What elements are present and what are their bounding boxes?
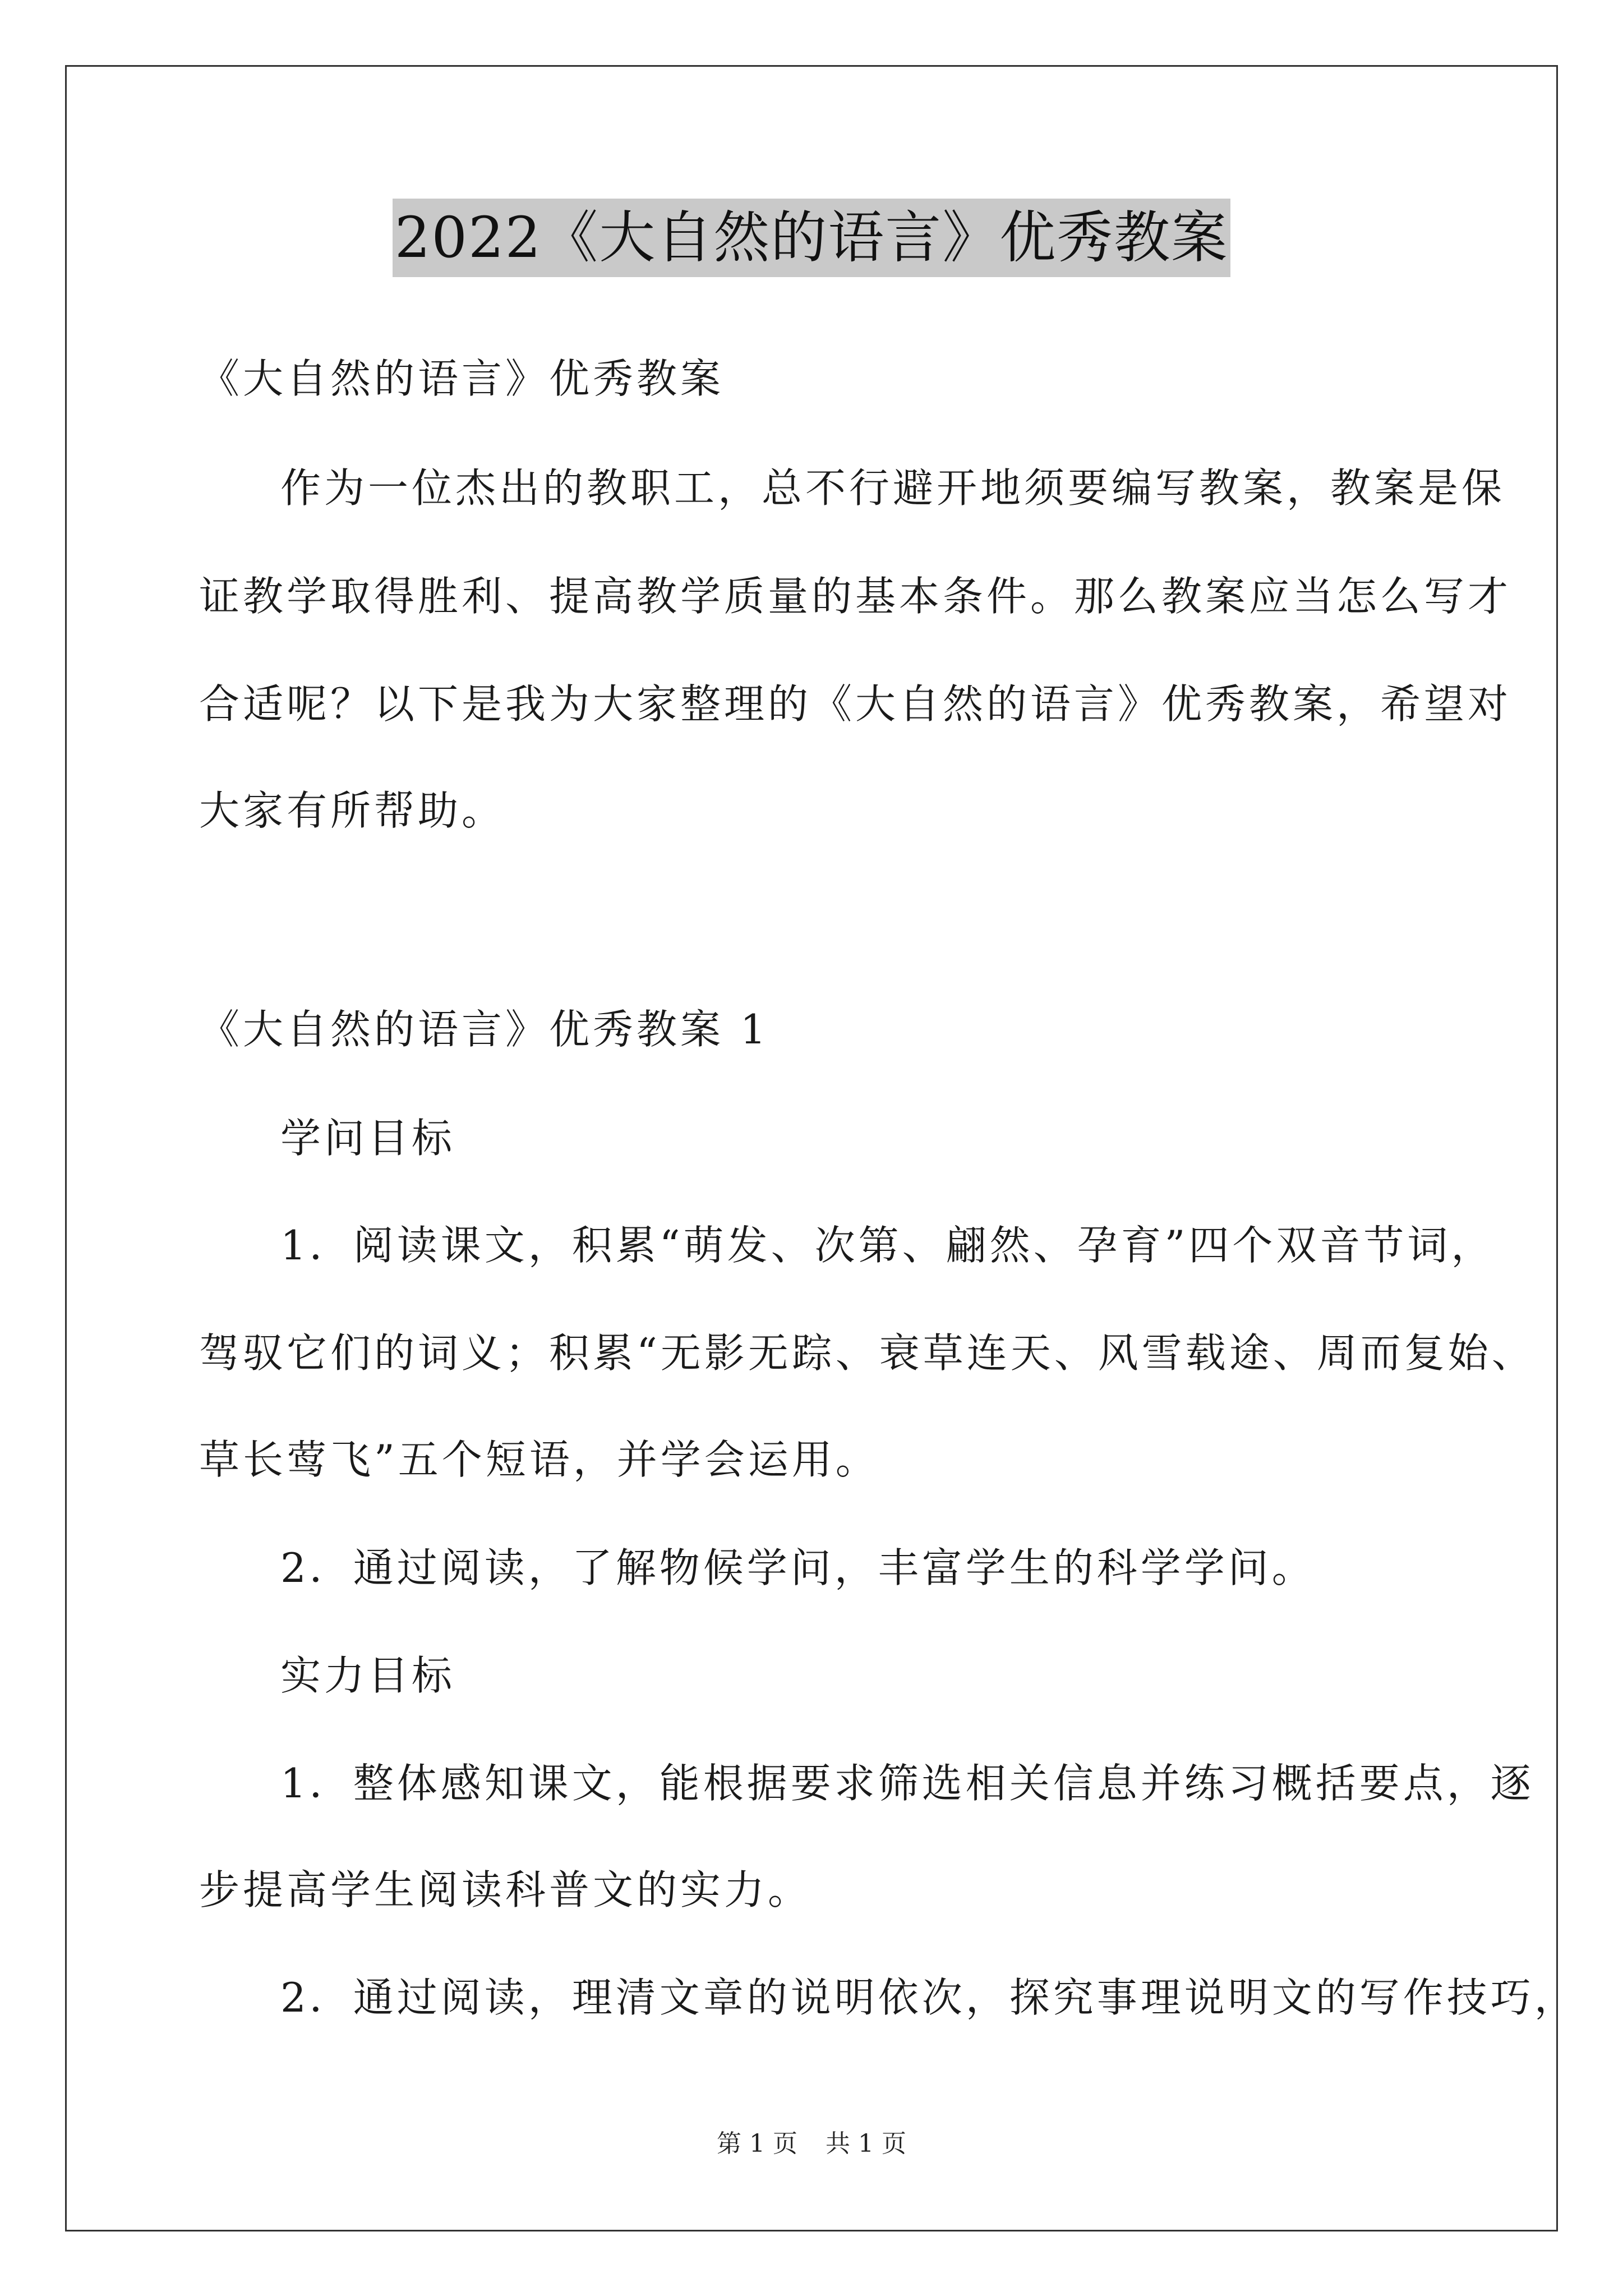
ability-goal-heading: 实力目标: [280, 1652, 456, 1699]
page-footer: [0, 2127, 1623, 2161]
ability-goal-1-line-1: 1．整体感知课文，能根据要求筛选相关信息并练习概括要点，逐: [280, 1760, 1534, 1807]
knowledge-goal-heading: 学问目标: [280, 1115, 456, 1162]
section-heading: 《大自然的语言》优秀教案 1: [199, 1006, 769, 1053]
page-number-current: 第 1 页: [717, 2129, 797, 2158]
intro-line-2: 证教学取得胜利、提高教学质量的基本条件。那么教案应当怎么写才: [199, 573, 1512, 620]
ability-goal-2: 2．通过阅读，理清文章的说明依次，探究事理说明文的写作技巧，: [280, 1974, 1578, 2021]
intro-line-4: 大家有所帮助。: [199, 787, 506, 834]
title-container: [0, 199, 1623, 277]
knowledge-goal-1-line-3: 草长莺飞”五个短语，并学会运用。: [199, 1436, 879, 1483]
intro-line-3: 合适呢？以下是我为大家整理的《大自然的语言》优秀教案，希望对: [199, 680, 1512, 728]
intro-line-1: 作为一位杰出的教职工，总不行避开地须要编写教案，教案是保: [280, 464, 1506, 512]
page-number-total: 共 1 页: [826, 2129, 906, 2158]
knowledge-goal-1-line-2: 驾驭它们的词义；积累“无影无踪、衰草连天、风雪载途、周而复始、: [199, 1329, 1536, 1377]
ability-goal-1-line-2: 步提高学生阅读科普文的实力。: [199, 1866, 812, 1913]
document-title: 2022《大自然的语言》优秀教案: [393, 199, 1231, 277]
knowledge-goal-2: 2．通过阅读，了解物候学问，丰富学生的科学学问。: [280, 1544, 1316, 1591]
knowledge-goal-1-line-1: 1．阅读课文，积累“萌发、次第、翩然、孕育”四个双音节词，: [280, 1222, 1495, 1269]
document-subtitle: 《大自然的语言》优秀教案: [199, 355, 725, 402]
